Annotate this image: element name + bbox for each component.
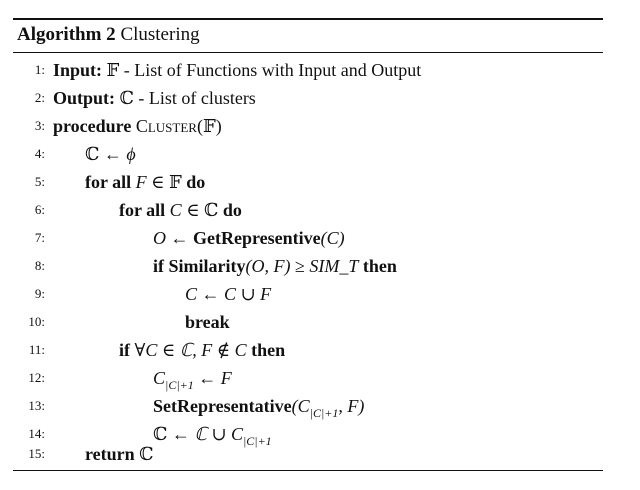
element-of: ∈ (186, 200, 200, 220)
caption-rule (13, 52, 603, 53)
subscript: |C|+1 (165, 378, 194, 392)
line-number: 9: (34, 286, 45, 301)
line-number: 8: (34, 258, 45, 273)
assign-arrow: ← (198, 368, 217, 388)
keyword-then: then (251, 340, 286, 360)
line-number: 1: (34, 62, 45, 77)
keyword-do: do (186, 172, 206, 192)
function-similarity: Similarity (168, 256, 246, 276)
condition-expression: ∀C ∈ ℂ, F ∉ C (134, 340, 247, 360)
loop-set: 𝔽 (169, 172, 182, 192)
keyword-input: Input: (53, 60, 103, 80)
line-number: 13: (28, 398, 45, 413)
assign-lhs: C (185, 284, 198, 304)
keyword-output: Output: (53, 88, 116, 108)
keyword-procedure: procedure (53, 116, 132, 136)
line-number: 4: (34, 146, 45, 161)
assign-rhs: F (220, 368, 232, 388)
line-number: 12: (28, 370, 45, 385)
subscript: |C|+1 (242, 434, 272, 448)
keyword-if: if (153, 256, 164, 276)
assign-arrow: ← (201, 284, 220, 304)
output-description: ℂ - List of clusters (119, 88, 256, 108)
loop-variable: C (169, 200, 182, 220)
assign-rhs: C ∪ F (224, 284, 272, 304)
assign-lhs: ℂ (85, 144, 100, 164)
assign-arrow: ← (170, 228, 189, 248)
line-number: 5: (34, 174, 45, 189)
return-value: ℂ (139, 444, 154, 464)
function-set-representative: SetRepresentative (153, 396, 292, 416)
line-number: 3: (34, 118, 45, 133)
line-number: 6: (34, 202, 45, 217)
caption-label: Algorithm 2 (17, 24, 116, 45)
assign-arrow: ← (171, 424, 190, 444)
algorithm-caption (17, 23, 200, 47)
loop-set: ℂ (204, 200, 219, 220)
loop-variable: F (135, 172, 147, 192)
procedure-name: Cluster (135, 116, 197, 136)
keyword-break: break (185, 312, 230, 332)
keyword-if: if (119, 340, 130, 360)
function-args: (C) (320, 228, 345, 248)
keyword-return: return (85, 444, 135, 464)
line-number: 14: (28, 426, 45, 441)
caption-title: Clustering (120, 24, 200, 45)
comparison-operator: ≥ (294, 256, 305, 276)
assign-lhs: ℂ (153, 424, 168, 444)
function-args-close: , F) (338, 396, 365, 416)
function-args-open: (C (291, 396, 310, 416)
assign-lhs: C (153, 368, 166, 388)
line-number: 7: (34, 230, 45, 245)
line-number: 11: (28, 342, 45, 357)
subscript: |C|+1 (309, 406, 339, 420)
function-get-representive: GetRepresentive (193, 228, 321, 248)
line-number: 10: (28, 314, 45, 329)
keyword-then: then (362, 256, 397, 276)
assign-lhs: O (153, 228, 166, 248)
assign-arrow: ← (103, 144, 122, 164)
line-number: 2: (34, 90, 45, 105)
top-rule (13, 18, 603, 20)
keyword-for-all: for all (85, 172, 132, 192)
threshold-constant: SIM_T (309, 256, 359, 276)
assign-rhs: ϕ (126, 144, 136, 164)
procedure-args: (𝔽) (196, 116, 222, 136)
bottom-rule (13, 470, 603, 471)
line-number: 15: (28, 446, 45, 461)
input-description: 𝔽 - List of Functions with Input and Output (106, 60, 422, 80)
assign-rhs: ℂ ∪ C (194, 424, 243, 444)
element-of: ∈ (151, 172, 165, 192)
keyword-for-all: for all (119, 200, 166, 220)
keyword-do: do (222, 200, 242, 220)
function-args: (O, F) (245, 256, 291, 276)
